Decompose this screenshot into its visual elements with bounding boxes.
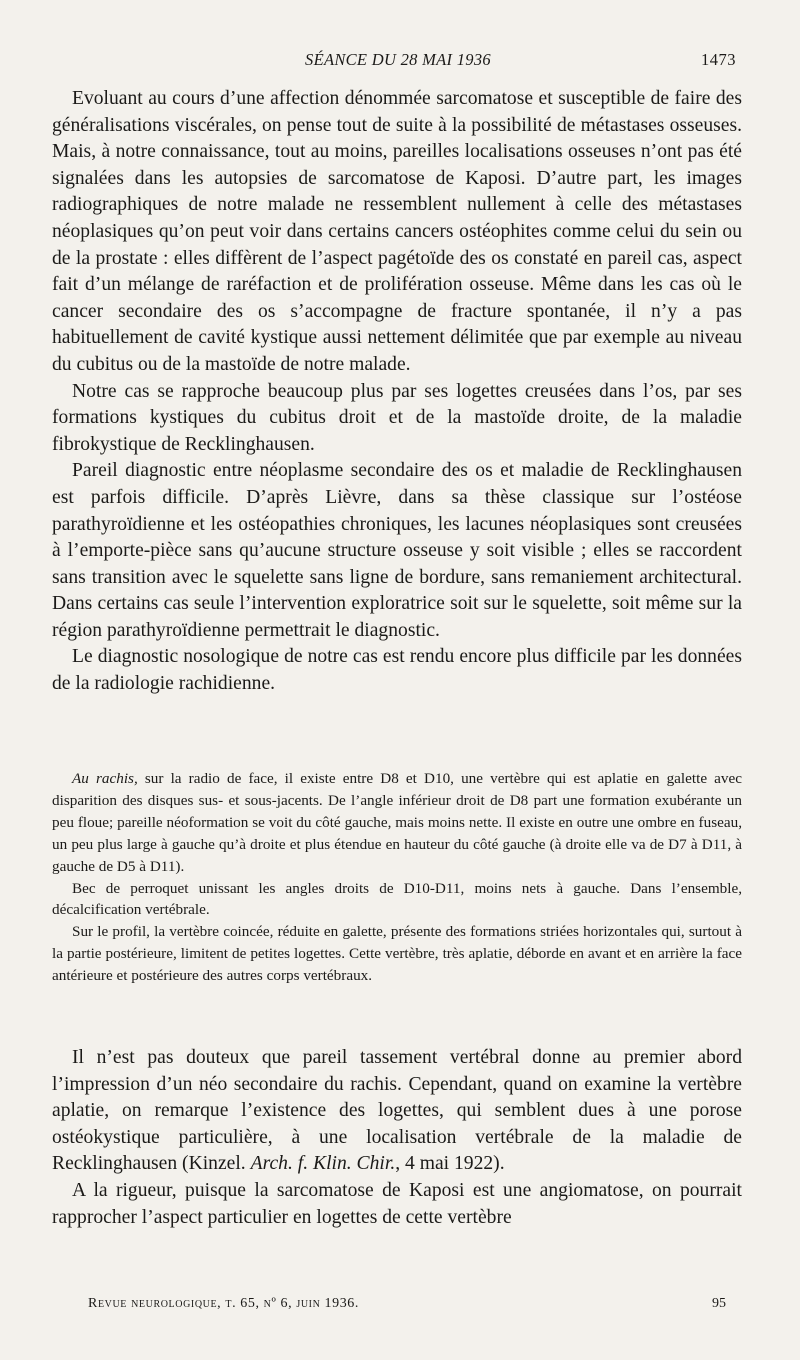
paragraph: A la rigueur, puisque la sarcomatose de Kaposi est une angiomatose, on pourrait rapprocher l’aspect particulier en logettes de cette vertèbre <box>52 1179 742 1228</box>
body-text-top <box>52 86 742 698</box>
citation: Arch. f. Klin. Chir. <box>250 1153 396 1175</box>
paragraph-text: , 4 mai 1922). <box>395 1153 505 1175</box>
small-paragraph: Bec de perroquet unissant les angles droits de D10-D11, moins nets à gauche. Dans l’ensemble, décalcification vertébrale. <box>52 879 742 919</box>
body-text-bottom <box>52 1045 742 1231</box>
paragraph: Notre cas se rapproche beaucoup plus par ses logettes creusées dans l’os, par ses formations kystiques du cubitus droit et de la mastoïde droite, de la maladie fibrokystique de Recklinghausen. <box>52 380 742 455</box>
paragraph-text: Il n’est pas douteux que pareil tassement vertébral donne au premier abord l’impression d’un néo secondaire du rachis. Cependant, quand on examine la vertèbre aplatie, on remarque l’existence des logettes, qui semblent dues à une porose ostéokystique particulière, à une localisation vertébrale de la maladie de Recklinghausen (Kinzel. <box>52 1047 742 1175</box>
radiology-findings <box>52 768 742 987</box>
paragraph: Pareil diagnostic entre néoplasme secondaire des os et maladie de Recklinghausen est parfois difficile. D’après Lièvre, dans sa thèse classique sur l’ostéose parathyroïdienne et les ostéopathies chroniques, les lacunes néoplasiques sont creusées à l’emporte-pièce sans qu’aucune structure osseuse y soit visible ; elles se raccordent sans transition avec le squelette sans ligne de bordure, sans remaniement architectural. Dans certains cas seule l’intervention exploratrice soit sur le squelette, soit même sur la région parathyroïdienne permettrait le diagnostic. <box>52 460 742 641</box>
header-title: SÉANCE DU 28 MAI 1936 <box>305 50 491 69</box>
paragraph: Evoluant au cours d’une affection dénommée sarcomatose et susceptible de faire des généralisations viscérales, on pense tout de suite à la possibilité de métastases osseuses. Mais, à notre connaissance, tout au moins, pareilles localisations osseuses n’ont pas été signalées dans les autopsies de sarcomatose de Kaposi. D’autre part, les images radiographiques de notre malade ne ressemblent nullement à celle des métastases néoplasiques qu’on peut voir dans certains cancers ostéophites comme celui du sein ou de la prostate : elles diffèrent de l’aspect pagétoïde des os constaté en pareil cas, aspect fait d’un mélange de raréfaction et de prolifération osseuse. Même dans les cas où le cancer secondaire des os s’accompagne de fracture spontanée, il n’y a pas habituellement de cavité kystique aussi nettement délimitée que par exemple au niveau du cubitus ou de la mastoïde de notre malade. <box>52 88 742 375</box>
small-paragraph: Sur le profil, la vertèbre coincée, réduite en galette, présente des formations striées horizontales qui, surtout à la partie postérieure, limitent de petites logettes. Cette vertèbre, très aplatie, déborde en avant et en arrière la face antérieure et postérieure des autres corps vertébraux. <box>52 923 742 985</box>
section-label: Au rachis, <box>72 770 138 787</box>
signature-number: 95 <box>712 1296 726 1311</box>
small-paragraph <box>52 768 742 878</box>
paragraph: Le diagnostic nosologique de notre cas est rendu encore plus difficile par les données de la radiologie rachidienne. <box>52 646 742 695</box>
journal-reference: Revue neurologique, t. 65, nº 6, juin 1936. <box>88 1296 360 1311</box>
small-paragraph-text: sur la radio de face, il existe entre D8 et D10, une vertèbre qui est aplatie en galette avec disparition des disques sus- et sous-jacents. De l’angle inférieur droit de D8 part une formation exubérante un peu floue; pareille néoformation se voit du côté gauche, mais moins nette. Il existe en outre une ombre en fuseau, un peu plus large à gauche qu’à droite et plus étendue en hauteur du côté gauche (à droite elle va de D7 à D11, à gauche de D5 à D11). <box>52 770 742 875</box>
page-footer <box>88 1296 726 1318</box>
page-number: 1473 <box>701 50 736 69</box>
running-header <box>60 50 736 74</box>
paragraph <box>52 1045 742 1178</box>
